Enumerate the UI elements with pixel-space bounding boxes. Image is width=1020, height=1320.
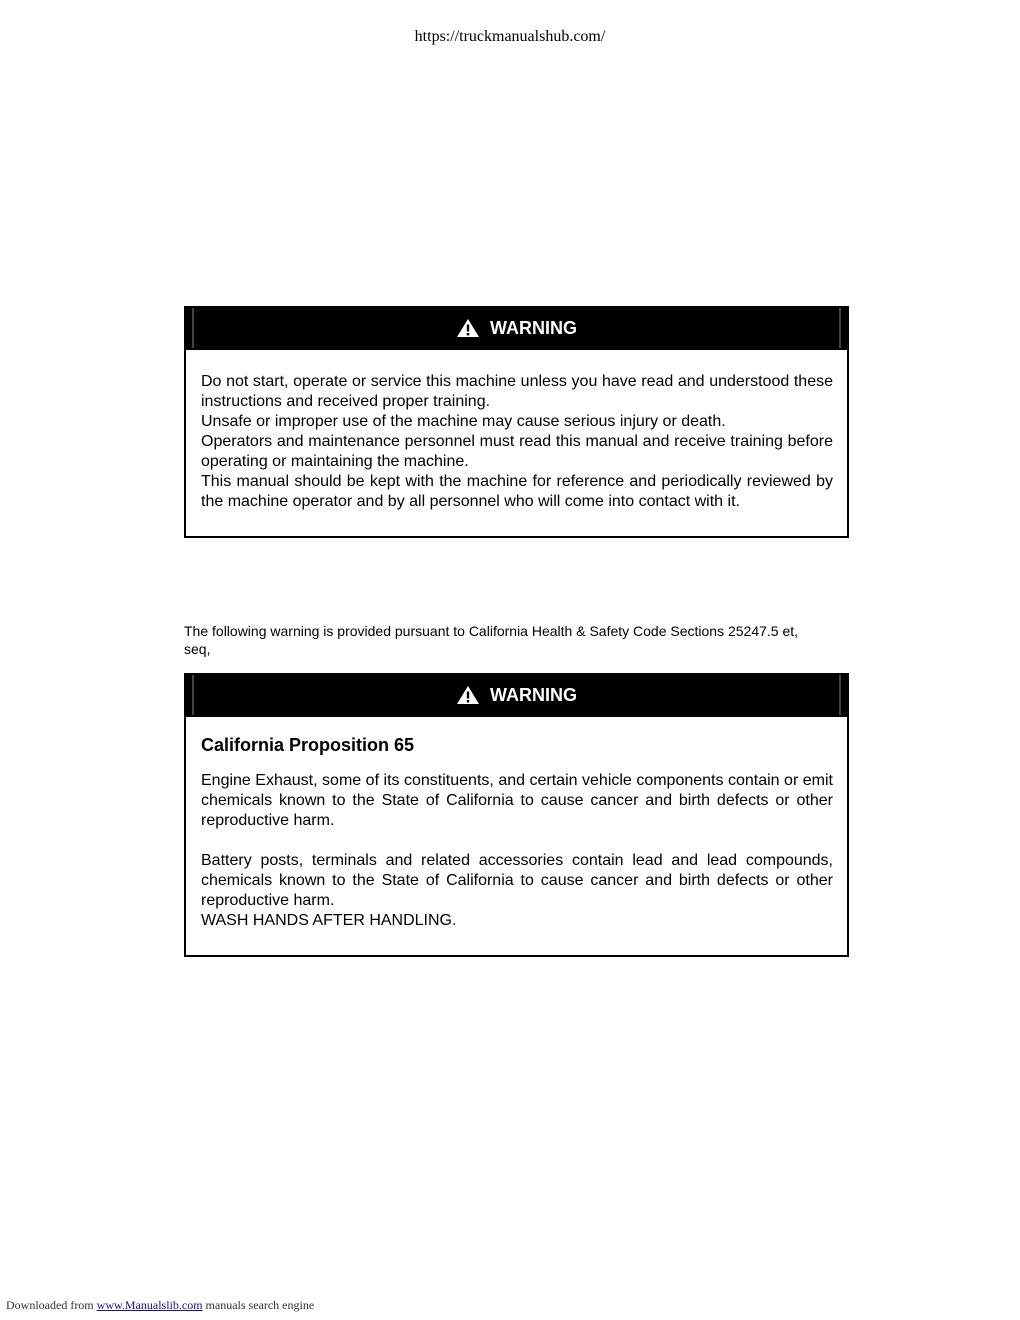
warning-paragraph: Unsafe or improper use of the machine may cause serious injury or death. <box>201 413 726 430</box>
wash-hands-notice: WASH HANDS AFTER HANDLING. <box>201 912 457 929</box>
warning-paragraph: Battery posts, terminals and related accessories contain lead and lead compounds, chemicals known to the State of California to cause cancer and birth defects or other reproductive harm. <box>201 852 833 909</box>
footer-prefix: Downloaded from <box>6 1298 94 1312</box>
download-footer <box>6 1298 314 1313</box>
warning-body <box>186 717 847 955</box>
footer-suffix: manuals search engine <box>205 1298 315 1312</box>
warning-header <box>186 675 847 717</box>
warning-triangle-icon <box>456 318 480 338</box>
warning-paragraph: This manual should be kept with the machine for reference and periodically reviewed by the machine operator and by all personnel who will come into contact with it. <box>201 473 833 510</box>
warning-body <box>186 350 847 536</box>
warning-title: WARNING <box>490 317 577 338</box>
warning-paragraph: Do not start, operate or service this machine unless you have read and understood these instructions and received proper training. <box>201 373 833 410</box>
warning-paragraph: Engine Exhaust, some of its constituents, and certain vehicle components contain or emit chemicals known to the State of California to cause cancer and birth defects or other reproductive harm. <box>201 772 833 829</box>
california-intro-text: The following warning is provided pursuant to California Health & Safety Code Sections 25247.5 et, seq, <box>184 623 799 657</box>
source-url: https://truckmanualshub.com/ <box>414 28 606 45</box>
prop65-warning-box <box>184 673 849 957</box>
warning-header <box>186 308 847 350</box>
warning-triangle-icon <box>456 685 480 705</box>
prop65-heading: California Proposition 65 <box>201 735 415 755</box>
warning-title: WARNING <box>490 684 577 705</box>
manualslib-link[interactable]: www.Manualslib.com <box>96 1298 203 1312</box>
warning-paragraph: Operators and maintenance personnel must read this manual and receive training before operating or maintaining the machine. <box>201 433 833 470</box>
general-warning-box <box>184 306 849 538</box>
